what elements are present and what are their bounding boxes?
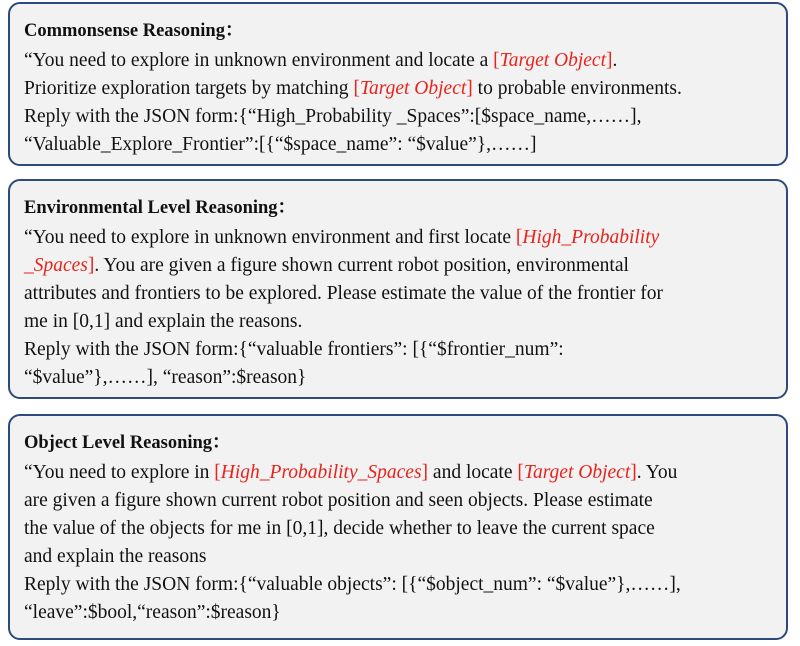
prompt-line <box>24 459 774 487</box>
prompt-line <box>24 252 774 280</box>
prompt-text: attributes and frontiers to be explored. Please estimate the value of the frontier for <box>24 283 663 304</box>
prompt-text: the value of the objects for me in [0,1], decide whether to leave the current space <box>24 518 655 539</box>
placeholder-bracket: ] <box>421 462 429 483</box>
prompt-text: me in [0,1] and explain the reasons. <box>24 311 303 332</box>
prompt-text: are given a figure shown current robot position and seen objects. Please estimate <box>24 490 653 511</box>
placeholder-text: Target Object <box>499 50 607 71</box>
commonsense-reasoning-title: Commonsense Reasoning： <box>24 21 244 41</box>
prompt-text: to probable environments. <box>472 78 682 99</box>
placeholder-bracket: ] <box>606 50 613 71</box>
prompt-line <box>24 131 774 159</box>
prompt-text: Reply with the JSON form:{“High_Probability _Spaces”:[$space_name,……], <box>24 106 642 127</box>
placeholder-text: Target Object <box>359 78 467 99</box>
placeholder-bracket: ] <box>630 462 637 483</box>
prompt-text: “Valuable_Explore_Frontier”:[{“$space_name”: “$value”},……] <box>24 134 537 155</box>
prompt-text: . You are given a figure shown current robot position, environmental <box>94 255 629 276</box>
prompt-text: “You need to explore in <box>24 462 215 483</box>
placeholder-bracket: [ <box>214 462 221 483</box>
placeholder-bracket: [ <box>517 462 524 483</box>
prompt-text: “You need to explore in unknown environment and locate a <box>24 50 494 71</box>
prompt-text: . <box>612 50 618 71</box>
placeholder-text: _Spaces <box>24 255 88 276</box>
placeholder-bracket: ] <box>466 78 473 99</box>
placeholder-text: High_Probability <box>522 227 660 248</box>
prompt-text: “You need to explore in unknown environment and first locate <box>24 227 516 248</box>
prompt-line <box>24 571 774 599</box>
prompt-line <box>24 599 774 627</box>
prompt-line <box>24 364 774 392</box>
prompt-line <box>24 487 774 515</box>
prompt-line <box>24 543 774 571</box>
placeholder-bracket: [ <box>353 78 360 99</box>
placeholder-bracket: ] <box>87 255 95 276</box>
prompt-text: “leave”:$bool,“reason”:$reason} <box>24 602 281 623</box>
prompt-text: “$value”},……], “reason”:$reason} <box>24 367 307 388</box>
commonsense-reasoning-panel <box>8 2 788 166</box>
prompt-text: and explain the reasons <box>24 546 207 567</box>
prompt-text: Reply with the JSON form:{“valuable frontiers”: [{“$frontier_num”: <box>24 339 564 360</box>
prompt-text: . You <box>636 462 678 483</box>
prompt-line <box>24 103 774 131</box>
prompt-text: Prioritize exploration targets by matching <box>24 78 354 99</box>
prompt-line <box>24 280 774 308</box>
prompt-text: Reply with the JSON form:{“valuable objects”: [{“$object_num”: “$value”},……], <box>24 574 681 595</box>
prompt-line <box>24 515 774 543</box>
commonsense-reasoning-prompt <box>22 47 774 159</box>
object-level-reasoning-prompt <box>22 459 774 627</box>
object-level-reasoning-title: Object Level Reasoning： <box>24 433 231 453</box>
placeholder-text: High_Probability_Spaces <box>220 462 422 483</box>
placeholder-bracket: [ <box>515 227 523 248</box>
environmental-level-reasoning-title: Environmental Level Reasoning： <box>24 198 297 218</box>
object-level-reasoning-panel <box>8 414 788 640</box>
prompt-text: and locate <box>428 462 518 483</box>
prompt-line <box>24 224 774 252</box>
environmental-level-reasoning-prompt <box>22 224 774 392</box>
placeholder-text: Target Object <box>523 462 631 483</box>
prompt-line <box>24 336 774 364</box>
environmental-level-reasoning-panel <box>8 179 788 399</box>
prompt-line <box>24 47 774 75</box>
prompt-line <box>24 75 774 103</box>
prompt-line <box>24 308 774 336</box>
placeholder-bracket: [ <box>493 50 500 71</box>
